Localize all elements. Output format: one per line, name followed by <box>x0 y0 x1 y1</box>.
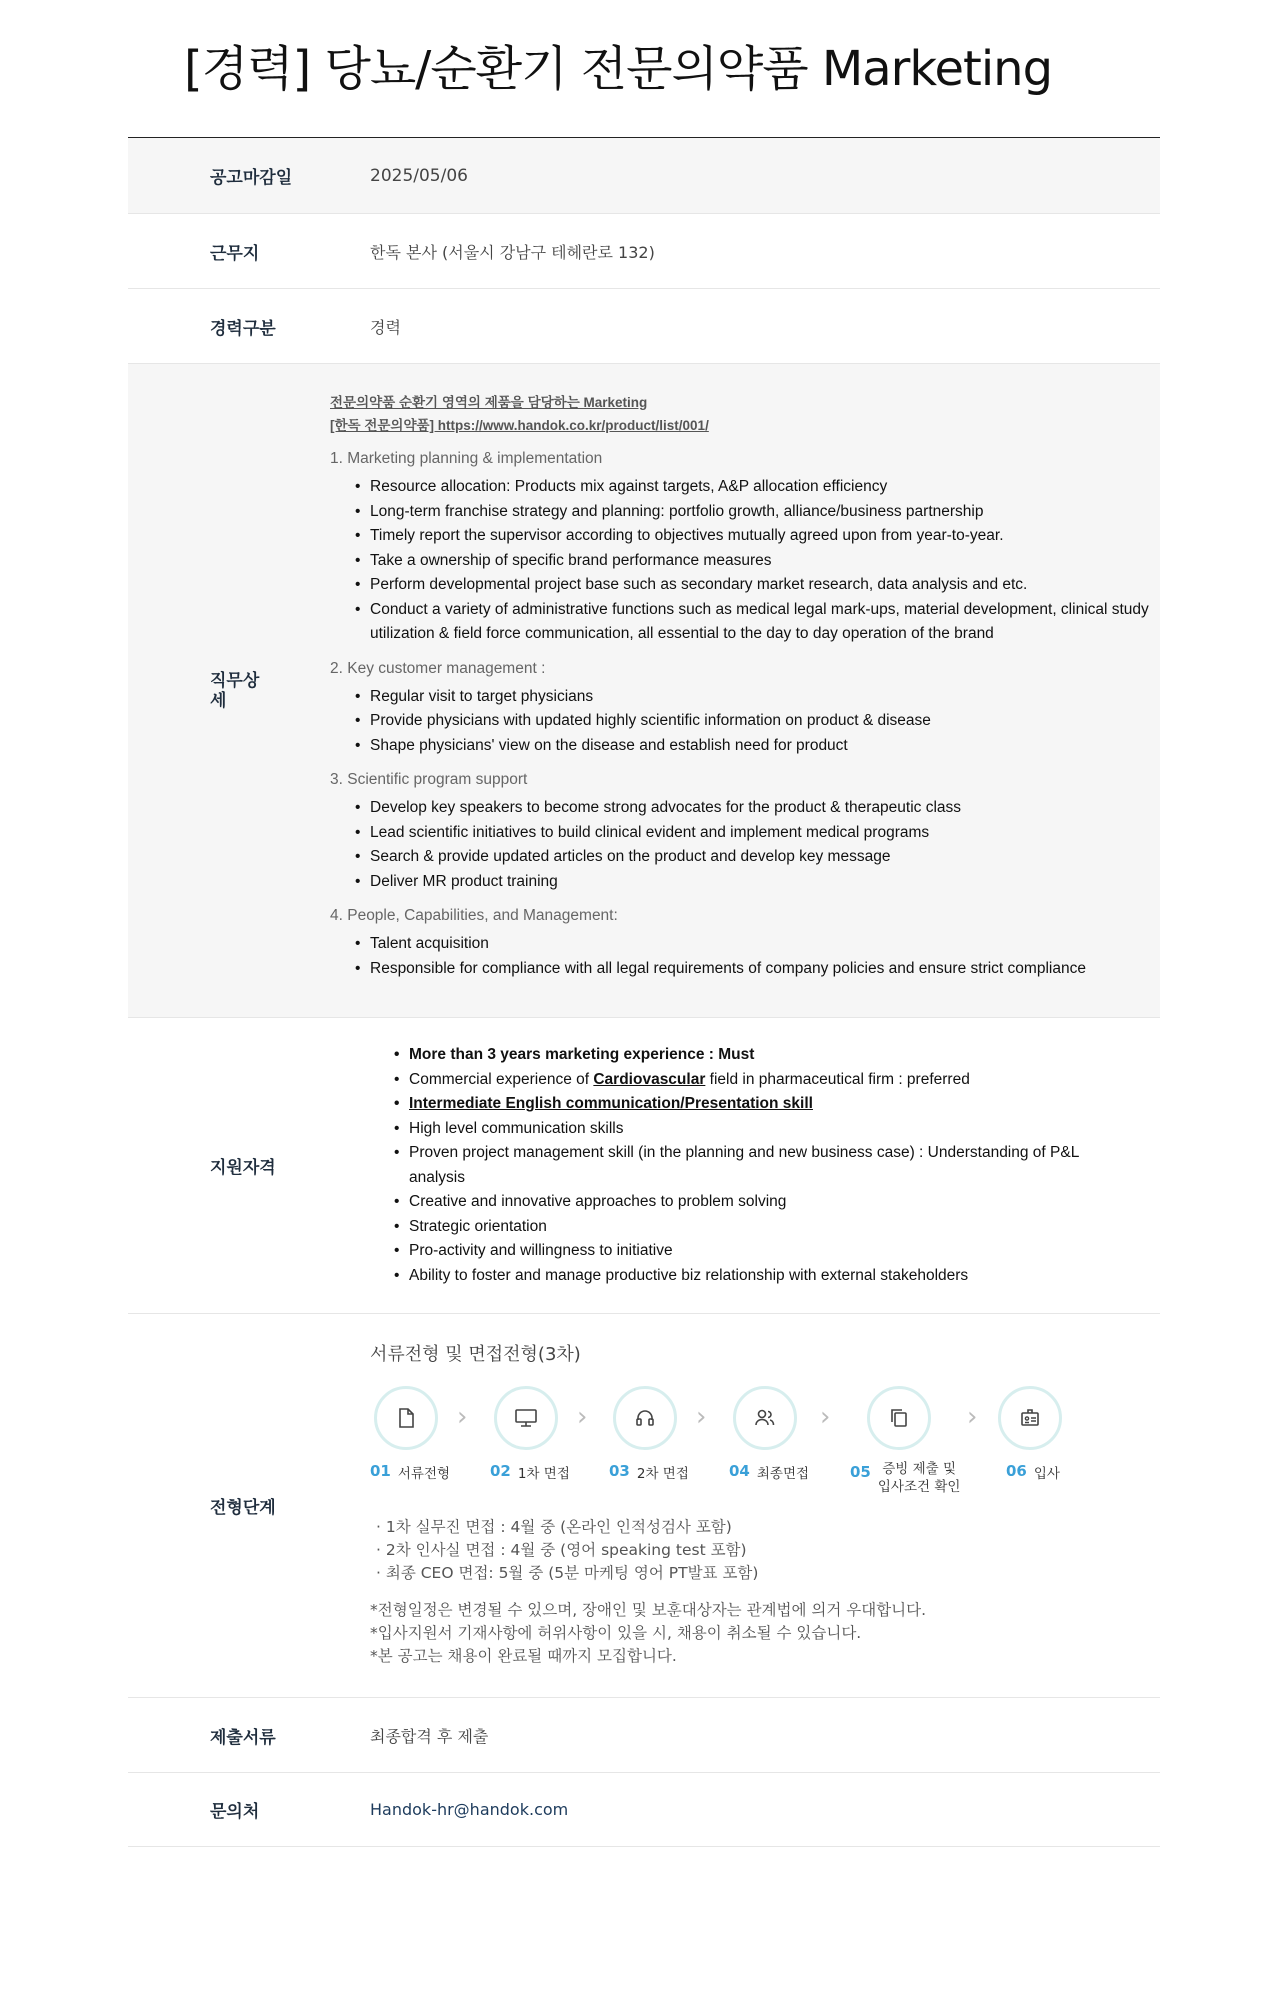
list-item: • Ability to foster and manage productive biz relationship with external stakeholders <box>409 1264 1129 1289</box>
duty-section-list <box>330 932 1160 981</box>
career-value: 경력 <box>370 317 401 337</box>
location-label: 근무지 <box>210 243 260 264</box>
document-icon <box>374 1386 438 1450</box>
step-text: 서류전형 <box>397 1466 451 1482</box>
note-line: *입사지원서 기재사항에 허위사항이 있을 시, 채용이 취소될 수 있습니다. <box>370 1624 862 1642</box>
stage-steps <box>370 1386 1160 1496</box>
qual-text: Commercial experience of <box>409 1070 594 1088</box>
duty-section-heading: 4. People, Capabilities, and Management: <box>330 907 618 924</box>
list-item: • High level communication skills <box>409 1117 1129 1142</box>
row-location <box>128 214 1160 289</box>
step-number: 06 <box>1006 1462 1027 1480</box>
duty-section-heading: 3. Scientific program support <box>330 771 528 788</box>
schedule-line: · 최종 CEO 면접: 5월 중 (5분 마케팅 영어 PT발표 포함) <box>376 1564 759 1582</box>
list-item: • Creative and innovative approaches to problem solving <box>409 1190 1129 1215</box>
step-label <box>729 1462 809 1482</box>
list-item: • Timely report the supervisor according to objectives mutually agreed upon from year-to-year. <box>370 524 1160 549</box>
list-item: • Regular visit to target physicians <box>370 685 1160 710</box>
duty-section-heading: 1. Marketing planning & implementation <box>330 450 603 467</box>
list-item: • Conduct a variety of administrative functions such as medical legal mark-ups, material development, clinical study utilization & field force communication, all essential to the day to day operation of the brand <box>370 598 1160 647</box>
duty-section-list <box>330 796 1160 894</box>
stage-label: 전형단계 <box>210 1498 276 1518</box>
list-item: • Search & provide updated articles on the product and develop key message <box>370 845 1160 870</box>
duty-section-list <box>330 475 1160 647</box>
step-label <box>490 1462 570 1482</box>
documents-label: 제출서류 <box>210 1727 276 1748</box>
step-4 <box>729 1386 853 1482</box>
duty-label-text: 직무상세 <box>210 670 260 711</box>
list-item <box>409 1068 1129 1093</box>
chevron-right-icon: › <box>457 1402 468 1432</box>
chevron-right-icon: › <box>967 1402 978 1432</box>
monitor-icon <box>494 1386 558 1450</box>
step-label <box>850 1460 960 1496</box>
location-value: 한독 본사 (서울시 강남구 테헤란로 132) <box>370 242 655 262</box>
list-item: • Talent acquisition <box>370 932 1160 957</box>
chevron-right-icon: › <box>577 1402 588 1432</box>
contact-email-link[interactable]: Handok-hr@handok.com <box>370 1800 569 1819</box>
list-item: • Intermediate English communication/Presentation skill <box>409 1092 1129 1117</box>
step-text: 1차 면접 <box>517 1466 570 1482</box>
qual-emphasis: Cardiovascular <box>593 1070 706 1088</box>
row-qualification <box>128 1018 1160 1314</box>
schedule-line: · 1차 실무진 면접 : 4월 중 (온라인 인적성검사 포함) <box>376 1518 732 1536</box>
job-info-table <box>128 137 1160 1847</box>
list-item: • Provide physicians with updated highly scientific information on product & disease <box>370 709 1160 734</box>
step-number: 03 <box>609 1462 630 1480</box>
contact-label: 문의처 <box>210 1802 260 1822</box>
list-item: • Responsible for compliance with all legal requirements of company policies and ensure strict compliance <box>370 957 1160 982</box>
step-6 <box>998 1386 1118 1482</box>
step-text: 입사 <box>1033 1466 1060 1482</box>
duty-section-list <box>330 685 1160 759</box>
row-duty <box>128 364 1160 1018</box>
list-item: • Develop key speakers to become strong advocates for the product & therapeutic class <box>370 796 1160 821</box>
chevron-right-icon: › <box>820 1402 831 1432</box>
list-item: • Strategic orientation <box>409 1215 1129 1240</box>
duty-section-heading: 2. Key customer management : <box>330 659 546 677</box>
row-deadline <box>128 138 1160 214</box>
list-item: • Resource allocation: Products mix against targets, A&P allocation efficiency <box>370 475 1160 500</box>
list-item: • Pro-activity and willingness to initiative <box>409 1239 1129 1264</box>
step-label <box>609 1462 689 1482</box>
step-number: 05 <box>850 1463 871 1481</box>
step-number: 02 <box>490 1462 511 1480</box>
step-text: 입사조건 확인 <box>877 1479 961 1495</box>
step-2 <box>490 1386 614 1482</box>
qualification-content <box>334 1018 1160 1313</box>
step-3 <box>609 1386 733 1482</box>
step-1 <box>370 1386 494 1482</box>
note-line: *전형일정은 변경될 수 있으며, 장애인 및 보훈대상자는 관계법에 의거 우대합니다. <box>370 1601 927 1619</box>
list-item: • Shape physicians' view on the disease and establish need for product <box>370 734 1160 759</box>
documents-value: 최종합격 후 제출 <box>370 1726 489 1746</box>
list-item: • Deliver MR product training <box>370 870 1160 895</box>
qual-text: field in pharmaceutical firm : preferred <box>705 1070 970 1088</box>
duty-intro: 전문의약품 순환기 영역의 제품을 담당하는 Marketing <box>330 395 648 410</box>
list-item: • Long-term franchise strategy and planning: portfolio growth, alliance/business partnership <box>370 500 1160 525</box>
step-label <box>1006 1462 1060 1482</box>
note-line: *본 공고는 채용이 완료될 때까지 모집합니다. <box>370 1647 677 1665</box>
deadline-value: 2025/05/06 <box>370 165 468 186</box>
list-item: • Perform developmental project base such as secondary market research, data analysis and etc. <box>370 573 1160 598</box>
step-number: 01 <box>370 1462 391 1480</box>
qualification-label: 지원자격 <box>210 1158 276 1178</box>
list-item: • Proven project management skill (in the planning and new business case) : Understanding of P&L analysis <box>409 1141 1129 1190</box>
stage-schedule <box>370 1516 1160 1668</box>
row-contact <box>128 1773 1160 1847</box>
step-text: 2차 면접 <box>636 1466 689 1482</box>
copy-icon <box>867 1386 931 1450</box>
product-link[interactable]: [한독 전문의약품] https://www.handok.co.kr/product/list/001/ <box>330 418 709 433</box>
chevron-right-icon: › <box>696 1402 707 1432</box>
step-text: 최종면접 <box>756 1466 810 1482</box>
step-label <box>370 1462 450 1482</box>
id-badge-icon <box>998 1386 1062 1450</box>
duty-content <box>330 364 1160 1017</box>
schedule-line: · 2차 인사실 면접 : 4월 중 (영어 speaking test 포함) <box>376 1541 747 1559</box>
list-item: • Lead scientific initiatives to build clinical evident and implement medical programs <box>370 821 1160 846</box>
row-documents <box>128 1698 1160 1773</box>
people-icon <box>733 1386 797 1450</box>
list-item: • Take a ownership of specific brand performance measures <box>370 549 1160 574</box>
row-stage <box>128 1314 1160 1698</box>
step-text: 증빙 제출 및 <box>882 1461 957 1477</box>
qualification-list <box>334 1043 1129 1288</box>
stage-title: 서류전형 및 면접전형(3차) <box>370 1344 581 1365</box>
step-number: 04 <box>729 1462 750 1480</box>
duty-label <box>128 364 334 1017</box>
career-label: 경력구분 <box>210 318 276 339</box>
list-item: • More than 3 years marketing experience : Must <box>409 1043 1129 1068</box>
page-title: [경력] 당뇨/순환기 전문의약품 Marketing <box>184 41 1053 97</box>
stage-content <box>334 1314 1160 1697</box>
headset-icon <box>613 1386 677 1450</box>
deadline-label: 공고마감일 <box>210 168 293 188</box>
row-career <box>128 289 1160 364</box>
